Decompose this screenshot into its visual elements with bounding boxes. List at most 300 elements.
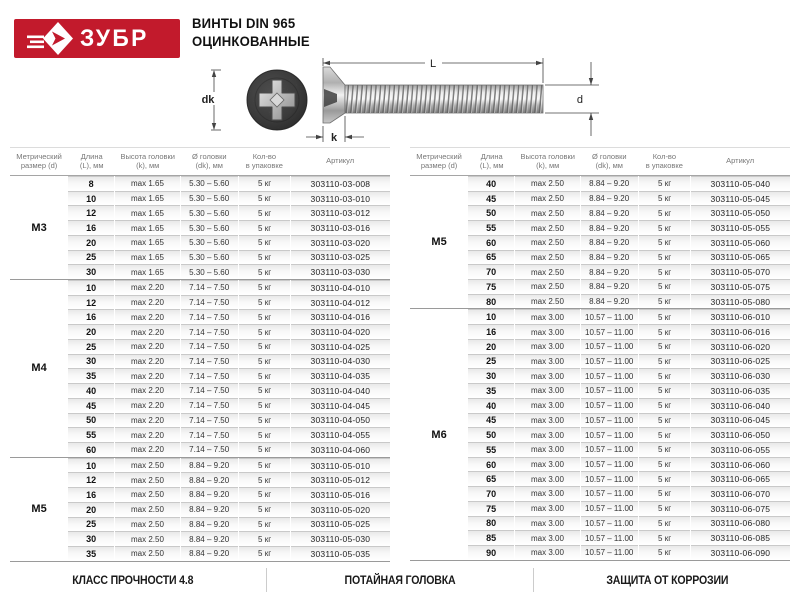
cell-qty: 5 кг	[639, 413, 690, 428]
cell-qty: 5 кг	[639, 176, 690, 191]
size-group-М4	[10, 279, 390, 457]
cell-head-height: max 3.00	[515, 530, 579, 545]
cell-length: 90	[468, 545, 515, 560]
cell-head-diameter: 8.84 – 9.20	[581, 205, 638, 220]
cell-article: 303110-04-012	[291, 295, 389, 310]
cell-length: 25	[68, 517, 115, 532]
cell-qty: 5 кг	[639, 235, 690, 250]
cell-article: 303110-06-070	[691, 486, 789, 501]
cell-head-diameter: 8.84 – 9.20	[581, 220, 638, 235]
page-title	[192, 15, 310, 51]
cell-qty: 5 кг	[639, 279, 690, 294]
cell-length: 55	[468, 442, 515, 457]
cell-head-diameter: 7.14 – 7.50	[181, 280, 238, 295]
cell-article: 303110-06-075	[691, 501, 789, 516]
spec-table-right	[410, 147, 790, 561]
cell-head-diameter: 8.84 – 9.20	[181, 517, 238, 532]
size-group-label: М5	[431, 236, 447, 249]
cell-head-diameter: 8.84 – 9.20	[581, 176, 638, 191]
spec-table-left	[10, 147, 390, 562]
cell-qty: 5 кг	[239, 264, 290, 279]
cell-qty: 5 кг	[239, 413, 290, 428]
cell-qty: 5 кг	[639, 442, 690, 457]
cell-qty: 5 кг	[639, 427, 690, 442]
cell-head-height: max 3.00	[515, 442, 579, 457]
cell-length: 10	[68, 280, 115, 295]
cell-article: 303110-03-025	[291, 250, 389, 265]
cell-head-diameter: 10.57 – 11.00	[581, 457, 638, 472]
column-header-length: Длина (L), мм	[479, 152, 504, 170]
cell-length: 16	[68, 220, 115, 235]
cell-head-diameter: 10.57 – 11.00	[581, 339, 638, 354]
cell-length: 16	[468, 324, 515, 339]
cell-article: 303110-03-016	[291, 220, 389, 235]
cell-head-diameter: 5.30 – 5.60	[181, 191, 238, 206]
cell-length: 16	[68, 309, 115, 324]
cell-head-height: max 2.50	[115, 502, 179, 517]
page-title-line2: ОЦИНКОВАННЫЕ	[192, 34, 310, 49]
cell-head-height: max 3.00	[515, 354, 579, 369]
cell-length: 10	[468, 309, 515, 324]
d-label: d	[576, 94, 583, 106]
cell-article: 303110-05-050	[691, 205, 789, 220]
cell-length: 85	[468, 530, 515, 545]
cell-qty: 5 кг	[639, 398, 690, 413]
cell-head-height: max 3.00	[515, 471, 579, 486]
cell-head-height: max 3.00	[515, 457, 579, 472]
cell-article: 303110-04-045	[291, 398, 389, 413]
cell-article: 303110-06-025	[691, 354, 789, 369]
brand-name: ЗУБР	[80, 24, 149, 52]
cell-qty: 5 кг	[239, 502, 290, 517]
cell-head-diameter: 5.30 – 5.60	[181, 264, 238, 279]
cell-article: 303110-03-020	[291, 235, 389, 250]
cell-qty: 5 кг	[639, 205, 690, 220]
cell-qty: 5 кг	[639, 264, 690, 279]
cell-length: 40	[468, 398, 515, 413]
column-header-article: Артикул	[726, 156, 755, 166]
cell-head-diameter: 8.84 – 9.20	[581, 235, 638, 250]
cell-head-height: max 3.00	[515, 309, 579, 324]
cell-qty: 5 кг	[239, 191, 290, 206]
cell-qty: 5 кг	[239, 442, 290, 457]
cell-qty: 5 кг	[239, 205, 290, 220]
cell-length: 40	[68, 383, 115, 398]
cell-qty: 5 кг	[239, 398, 290, 413]
page-title-line1: ВИНТЫ DIN 965	[192, 16, 296, 31]
cell-article: 303110-04-025	[291, 339, 389, 354]
cell-article: 303110-06-050	[691, 427, 789, 442]
cell-qty: 5 кг	[239, 339, 290, 354]
cell-length: 70	[468, 486, 515, 501]
cell-article: 303110-05-012	[291, 472, 389, 487]
cell-head-height: max 2.20	[115, 398, 179, 413]
cell-head-diameter: 10.57 – 11.00	[581, 413, 638, 428]
cell-head-height: max 2.20	[115, 368, 179, 383]
cell-head-diameter: 7.14 – 7.50	[181, 427, 238, 442]
cell-qty: 5 кг	[239, 472, 290, 487]
cell-head-diameter: 8.84 – 9.20	[181, 487, 238, 502]
cell-head-diameter: 10.57 – 11.00	[581, 545, 638, 560]
size-group-М5	[410, 176, 790, 308]
cell-qty: 5 кг	[639, 530, 690, 545]
cell-head-diameter: 8.84 – 9.20	[581, 279, 638, 294]
cell-article: 303110-05-075	[691, 279, 789, 294]
cell-qty: 5 кг	[639, 250, 690, 265]
cell-head-height: max 3.00	[515, 398, 579, 413]
cell-article: 303110-06-020	[691, 339, 789, 354]
cell-head-diameter: 5.30 – 5.60	[181, 235, 238, 250]
cell-head-height: max 2.50	[115, 472, 179, 487]
cell-length: 12	[68, 295, 115, 310]
cell-head-height: max 2.50	[115, 531, 179, 546]
cell-article: 303110-04-030	[291, 354, 389, 369]
cell-length: 35	[68, 546, 115, 561]
cell-qty: 5 кг	[239, 383, 290, 398]
cell-length: 70	[468, 264, 515, 279]
cell-length: 45	[468, 191, 515, 206]
cell-qty: 5 кг	[239, 250, 290, 265]
size-group-label: М5	[31, 503, 47, 516]
column-header-length: Длина (L), мм	[79, 152, 104, 170]
cell-length: 60	[468, 457, 515, 472]
dk-label: dk	[201, 94, 215, 106]
cell-length: 10	[68, 191, 115, 206]
cell-head-diameter: 7.14 – 7.50	[181, 324, 238, 339]
table-header-row	[10, 147, 390, 176]
cell-head-diameter: 8.84 – 9.20	[581, 250, 638, 265]
cell-head-diameter: 7.14 – 7.50	[181, 383, 238, 398]
cell-head-diameter: 10.57 – 11.00	[581, 442, 638, 457]
L-label: L	[429, 58, 437, 70]
cell-head-height: max 1.65	[115, 220, 179, 235]
cell-qty: 5 кг	[239, 546, 290, 561]
cell-head-diameter: 5.30 – 5.60	[181, 205, 238, 220]
cell-head-diameter: 5.30 – 5.60	[181, 250, 238, 265]
column-header-head-diameter: Ø головки (dk), мм	[591, 152, 627, 170]
cell-head-height: max 3.00	[515, 413, 579, 428]
cell-head-diameter: 10.57 – 11.00	[581, 324, 638, 339]
cell-length: 20	[68, 324, 115, 339]
cell-qty: 5 кг	[639, 309, 690, 324]
cell-article: 303110-05-040	[691, 176, 789, 191]
cell-length: 30	[68, 264, 115, 279]
cell-article: 303110-06-016	[691, 324, 789, 339]
cell-head-diameter: 10.57 – 11.00	[581, 516, 638, 531]
cell-qty: 5 кг	[239, 517, 290, 532]
cell-article: 303110-05-060	[691, 235, 789, 250]
cell-head-height: max 1.65	[115, 205, 179, 220]
cell-head-height: max 2.20	[115, 324, 179, 339]
cell-head-height: max 2.50	[515, 279, 579, 294]
cell-head-height: max 1.65	[115, 235, 179, 250]
cell-length: 20	[68, 502, 115, 517]
technical-drawing	[195, 50, 615, 155]
cell-article: 303110-05-020	[291, 502, 389, 517]
column-header-metric-size: Метрический размер (d)	[416, 152, 462, 170]
table-header-row	[410, 147, 790, 176]
cell-head-height: max 2.20	[115, 280, 179, 295]
cell-article: 303110-05-080	[691, 294, 789, 309]
cell-head-diameter: 7.14 – 7.50	[181, 442, 238, 457]
column-header-head-diameter: Ø головки (dk), мм	[191, 152, 227, 170]
cell-head-diameter: 10.57 – 11.00	[581, 486, 638, 501]
cell-head-height: max 2.20	[115, 427, 179, 442]
cell-head-height: max 2.50	[515, 264, 579, 279]
screw-head-front-view	[247, 70, 307, 130]
size-group-label: М6	[431, 428, 447, 441]
cell-length: 60	[468, 235, 515, 250]
cell-qty: 5 кг	[639, 516, 690, 531]
cell-qty: 5 кг	[639, 324, 690, 339]
cell-qty: 5 кг	[239, 368, 290, 383]
dimension-d	[545, 62, 599, 136]
cell-qty: 5 кг	[239, 280, 290, 295]
cell-qty: 5 кг	[639, 457, 690, 472]
cell-length: 55	[468, 220, 515, 235]
cell-article: 303110-04-055	[291, 427, 389, 442]
size-group-М3	[10, 176, 390, 279]
cell-length: 16	[68, 487, 115, 502]
column-header-qty: Кол-во в упаковке	[245, 152, 283, 170]
cell-qty: 5 кг	[639, 471, 690, 486]
cell-head-height: max 1.65	[115, 264, 179, 279]
cell-head-height: max 2.20	[115, 413, 179, 428]
cell-head-diameter: 7.14 – 7.50	[181, 368, 238, 383]
cell-head-height: max 2.50	[115, 487, 179, 502]
cell-head-height: max 2.50	[515, 176, 579, 191]
cell-length: 65	[468, 471, 515, 486]
cell-length: 65	[468, 250, 515, 265]
cell-article: 303110-03-030	[291, 264, 389, 279]
cell-length: 25	[468, 354, 515, 369]
column-header-head-height: Высота головки (k), мм	[120, 152, 175, 170]
zubr-arrow-icon	[22, 19, 74, 58]
cell-head-diameter: 8.84 – 9.20	[181, 531, 238, 546]
cell-length: 80	[468, 516, 515, 531]
cell-article: 303110-06-080	[691, 516, 789, 531]
cell-length: 50	[468, 427, 515, 442]
cell-qty: 5 кг	[239, 235, 290, 250]
cell-article: 303110-05-055	[691, 220, 789, 235]
cell-head-diameter: 8.84 – 9.20	[581, 264, 638, 279]
cell-article: 303110-06-040	[691, 398, 789, 413]
cell-length: 35	[68, 368, 115, 383]
cell-head-diameter: 10.57 – 11.00	[581, 530, 638, 545]
size-group-label: М3	[31, 221, 47, 234]
cell-length: 55	[68, 427, 115, 442]
cell-head-height: max 3.00	[515, 427, 579, 442]
cell-head-height: max 2.50	[515, 220, 579, 235]
k-label: k	[330, 132, 338, 144]
cell-qty: 5 кг	[239, 176, 290, 191]
cell-head-height: max 3.00	[515, 324, 579, 339]
cell-article: 303110-05-030	[291, 531, 389, 546]
cell-qty: 5 кг	[639, 191, 690, 206]
cell-head-height: max 3.00	[515, 516, 579, 531]
cell-head-height: max 2.50	[515, 294, 579, 309]
cell-head-diameter: 5.30 – 5.60	[181, 220, 238, 235]
cell-head-height: max 3.00	[515, 339, 579, 354]
cell-article: 303110-06-030	[691, 368, 789, 383]
cell-head-height: max 2.20	[115, 383, 179, 398]
cell-article: 303110-04-020	[291, 324, 389, 339]
cell-article: 303110-04-035	[291, 368, 389, 383]
cell-qty: 5 кг	[639, 220, 690, 235]
cell-length: 30	[468, 368, 515, 383]
cell-head-diameter: 10.57 – 11.00	[581, 309, 638, 324]
cell-article: 303110-06-010	[691, 309, 789, 324]
cell-article: 303110-04-016	[291, 309, 389, 324]
cell-head-diameter: 10.57 – 11.00	[581, 354, 638, 369]
cell-qty: 5 кг	[639, 294, 690, 309]
cell-length: 12	[68, 472, 115, 487]
cell-head-diameter: 7.14 – 7.50	[181, 354, 238, 369]
footer-item-strength-class: КЛАСС ПРОЧНОСТИ 4.8	[72, 573, 194, 587]
cell-head-height: max 2.20	[115, 309, 179, 324]
cell-head-height: max 2.50	[515, 250, 579, 265]
cell-head-diameter: 10.57 – 11.00	[581, 383, 638, 398]
cell-length: 50	[68, 413, 115, 428]
cell-length: 60	[68, 442, 115, 457]
cell-length: 45	[68, 398, 115, 413]
cell-article: 303110-06-085	[691, 530, 789, 545]
cell-head-height: max 1.65	[115, 176, 179, 191]
cell-head-height: max 3.00	[515, 383, 579, 398]
cell-article: 303110-04-040	[291, 383, 389, 398]
cell-head-diameter: 7.14 – 7.50	[181, 413, 238, 428]
cell-length: 30	[68, 531, 115, 546]
cell-qty: 5 кг	[239, 427, 290, 442]
cell-qty: 5 кг	[239, 531, 290, 546]
cell-head-height: max 2.50	[515, 191, 579, 206]
cell-qty: 5 кг	[239, 309, 290, 324]
column-header-head-height: Высота головки (k), мм	[520, 152, 575, 170]
cell-article: 303110-06-065	[691, 471, 789, 486]
column-header-qty: Кол-во в упаковке	[645, 152, 683, 170]
cell-head-height: max 1.65	[115, 250, 179, 265]
cell-qty: 5 кг	[639, 486, 690, 501]
cell-head-height: max 2.20	[115, 354, 179, 369]
cell-head-height: max 2.20	[115, 295, 179, 310]
cell-head-diameter: 7.14 – 7.50	[181, 295, 238, 310]
cell-head-diameter: 7.14 – 7.50	[181, 339, 238, 354]
cell-head-height: max 3.00	[515, 545, 579, 560]
footer-item-head-type: ПОТАЙНАЯ ГОЛОВКА	[344, 573, 456, 587]
cell-head-height: max 2.50	[115, 546, 179, 561]
cell-qty: 5 кг	[239, 487, 290, 502]
cell-head-diameter: 8.84 – 9.20	[181, 472, 238, 487]
cell-qty: 5 кг	[239, 295, 290, 310]
cell-head-height: max 2.50	[515, 205, 579, 220]
cell-head-height: max 1.65	[115, 191, 179, 206]
cell-head-diameter: 8.84 – 9.20	[581, 294, 638, 309]
footer-item-corrosion: ЗАЩИТА ОТ КОРРОЗИИ	[606, 573, 728, 587]
cell-length: 75	[468, 501, 515, 516]
cell-head-height: max 2.50	[115, 517, 179, 532]
cell-qty: 5 кг	[639, 339, 690, 354]
cell-head-height: max 3.00	[515, 368, 579, 383]
screw-side-view	[323, 67, 543, 123]
cell-head-diameter: 10.57 – 11.00	[581, 398, 638, 413]
cell-length: 20	[68, 235, 115, 250]
brand-logo	[14, 19, 180, 58]
cell-length: 30	[68, 354, 115, 369]
cell-length: 25	[68, 339, 115, 354]
cell-article: 303110-06-055	[691, 442, 789, 457]
size-group-М6	[410, 308, 790, 559]
cell-head-diameter: 10.57 – 11.00	[581, 427, 638, 442]
cell-article: 303110-05-045	[691, 191, 789, 206]
footer	[0, 563, 800, 597]
cell-article: 303110-05-070	[691, 264, 789, 279]
cell-article: 303110-03-012	[291, 205, 389, 220]
column-header-metric-size: Метрический размер (d)	[16, 152, 62, 170]
cell-article: 303110-05-010	[291, 458, 389, 473]
cell-article: 303110-03-008	[291, 176, 389, 191]
cell-head-diameter: 8.84 – 9.20	[181, 458, 238, 473]
cell-head-diameter: 7.14 – 7.50	[181, 309, 238, 324]
cell-article: 303110-06-060	[691, 457, 789, 472]
cell-qty: 5 кг	[639, 368, 690, 383]
cell-qty: 5 кг	[239, 354, 290, 369]
size-group-label: М4	[31, 362, 47, 375]
cell-article: 303110-06-090	[691, 545, 789, 560]
cell-head-diameter: 8.84 – 9.20	[181, 546, 238, 561]
cell-article: 303110-04-060	[291, 442, 389, 457]
size-group-М5	[10, 457, 390, 561]
cell-length: 50	[468, 205, 515, 220]
cell-length: 12	[68, 205, 115, 220]
cell-article: 303110-06-045	[691, 413, 789, 428]
cell-qty: 5 кг	[639, 545, 690, 560]
cell-length: 20	[468, 339, 515, 354]
cell-length: 80	[468, 294, 515, 309]
cell-qty: 5 кг	[639, 383, 690, 398]
cell-head-height: max 2.50	[115, 458, 179, 473]
cell-article: 303110-03-010	[291, 191, 389, 206]
cell-qty: 5 кг	[639, 354, 690, 369]
cell-article: 303110-05-065	[691, 250, 789, 265]
cell-qty: 5 кг	[639, 501, 690, 516]
cell-head-diameter: 10.57 – 11.00	[581, 501, 638, 516]
cell-length: 75	[468, 279, 515, 294]
cell-article: 303110-04-050	[291, 413, 389, 428]
cell-head-diameter: 10.57 – 11.00	[581, 471, 638, 486]
cell-head-diameter: 7.14 – 7.50	[181, 398, 238, 413]
cell-length: 25	[68, 250, 115, 265]
cell-length: 45	[468, 413, 515, 428]
cell-head-height: max 3.00	[515, 501, 579, 516]
cell-head-height: max 2.20	[115, 339, 179, 354]
cell-article: 303110-05-035	[291, 546, 389, 561]
cell-length: 40	[468, 176, 515, 191]
cell-head-diameter: 8.84 – 9.20	[181, 502, 238, 517]
cell-length: 35	[468, 383, 515, 398]
cell-head-diameter: 8.84 – 9.20	[581, 191, 638, 206]
cell-head-diameter: 10.57 – 11.00	[581, 368, 638, 383]
cell-article: 303110-05-025	[291, 517, 389, 532]
cell-qty: 5 кг	[239, 220, 290, 235]
cell-head-height: max 3.00	[515, 486, 579, 501]
cell-head-diameter: 5.30 – 5.60	[181, 176, 238, 191]
cell-head-height: max 2.50	[515, 235, 579, 250]
cell-article: 303110-06-035	[691, 383, 789, 398]
column-header-article: Артикул	[326, 156, 355, 166]
cell-article: 303110-04-010	[291, 280, 389, 295]
cell-qty: 5 кг	[239, 458, 290, 473]
cell-article: 303110-05-016	[291, 487, 389, 502]
